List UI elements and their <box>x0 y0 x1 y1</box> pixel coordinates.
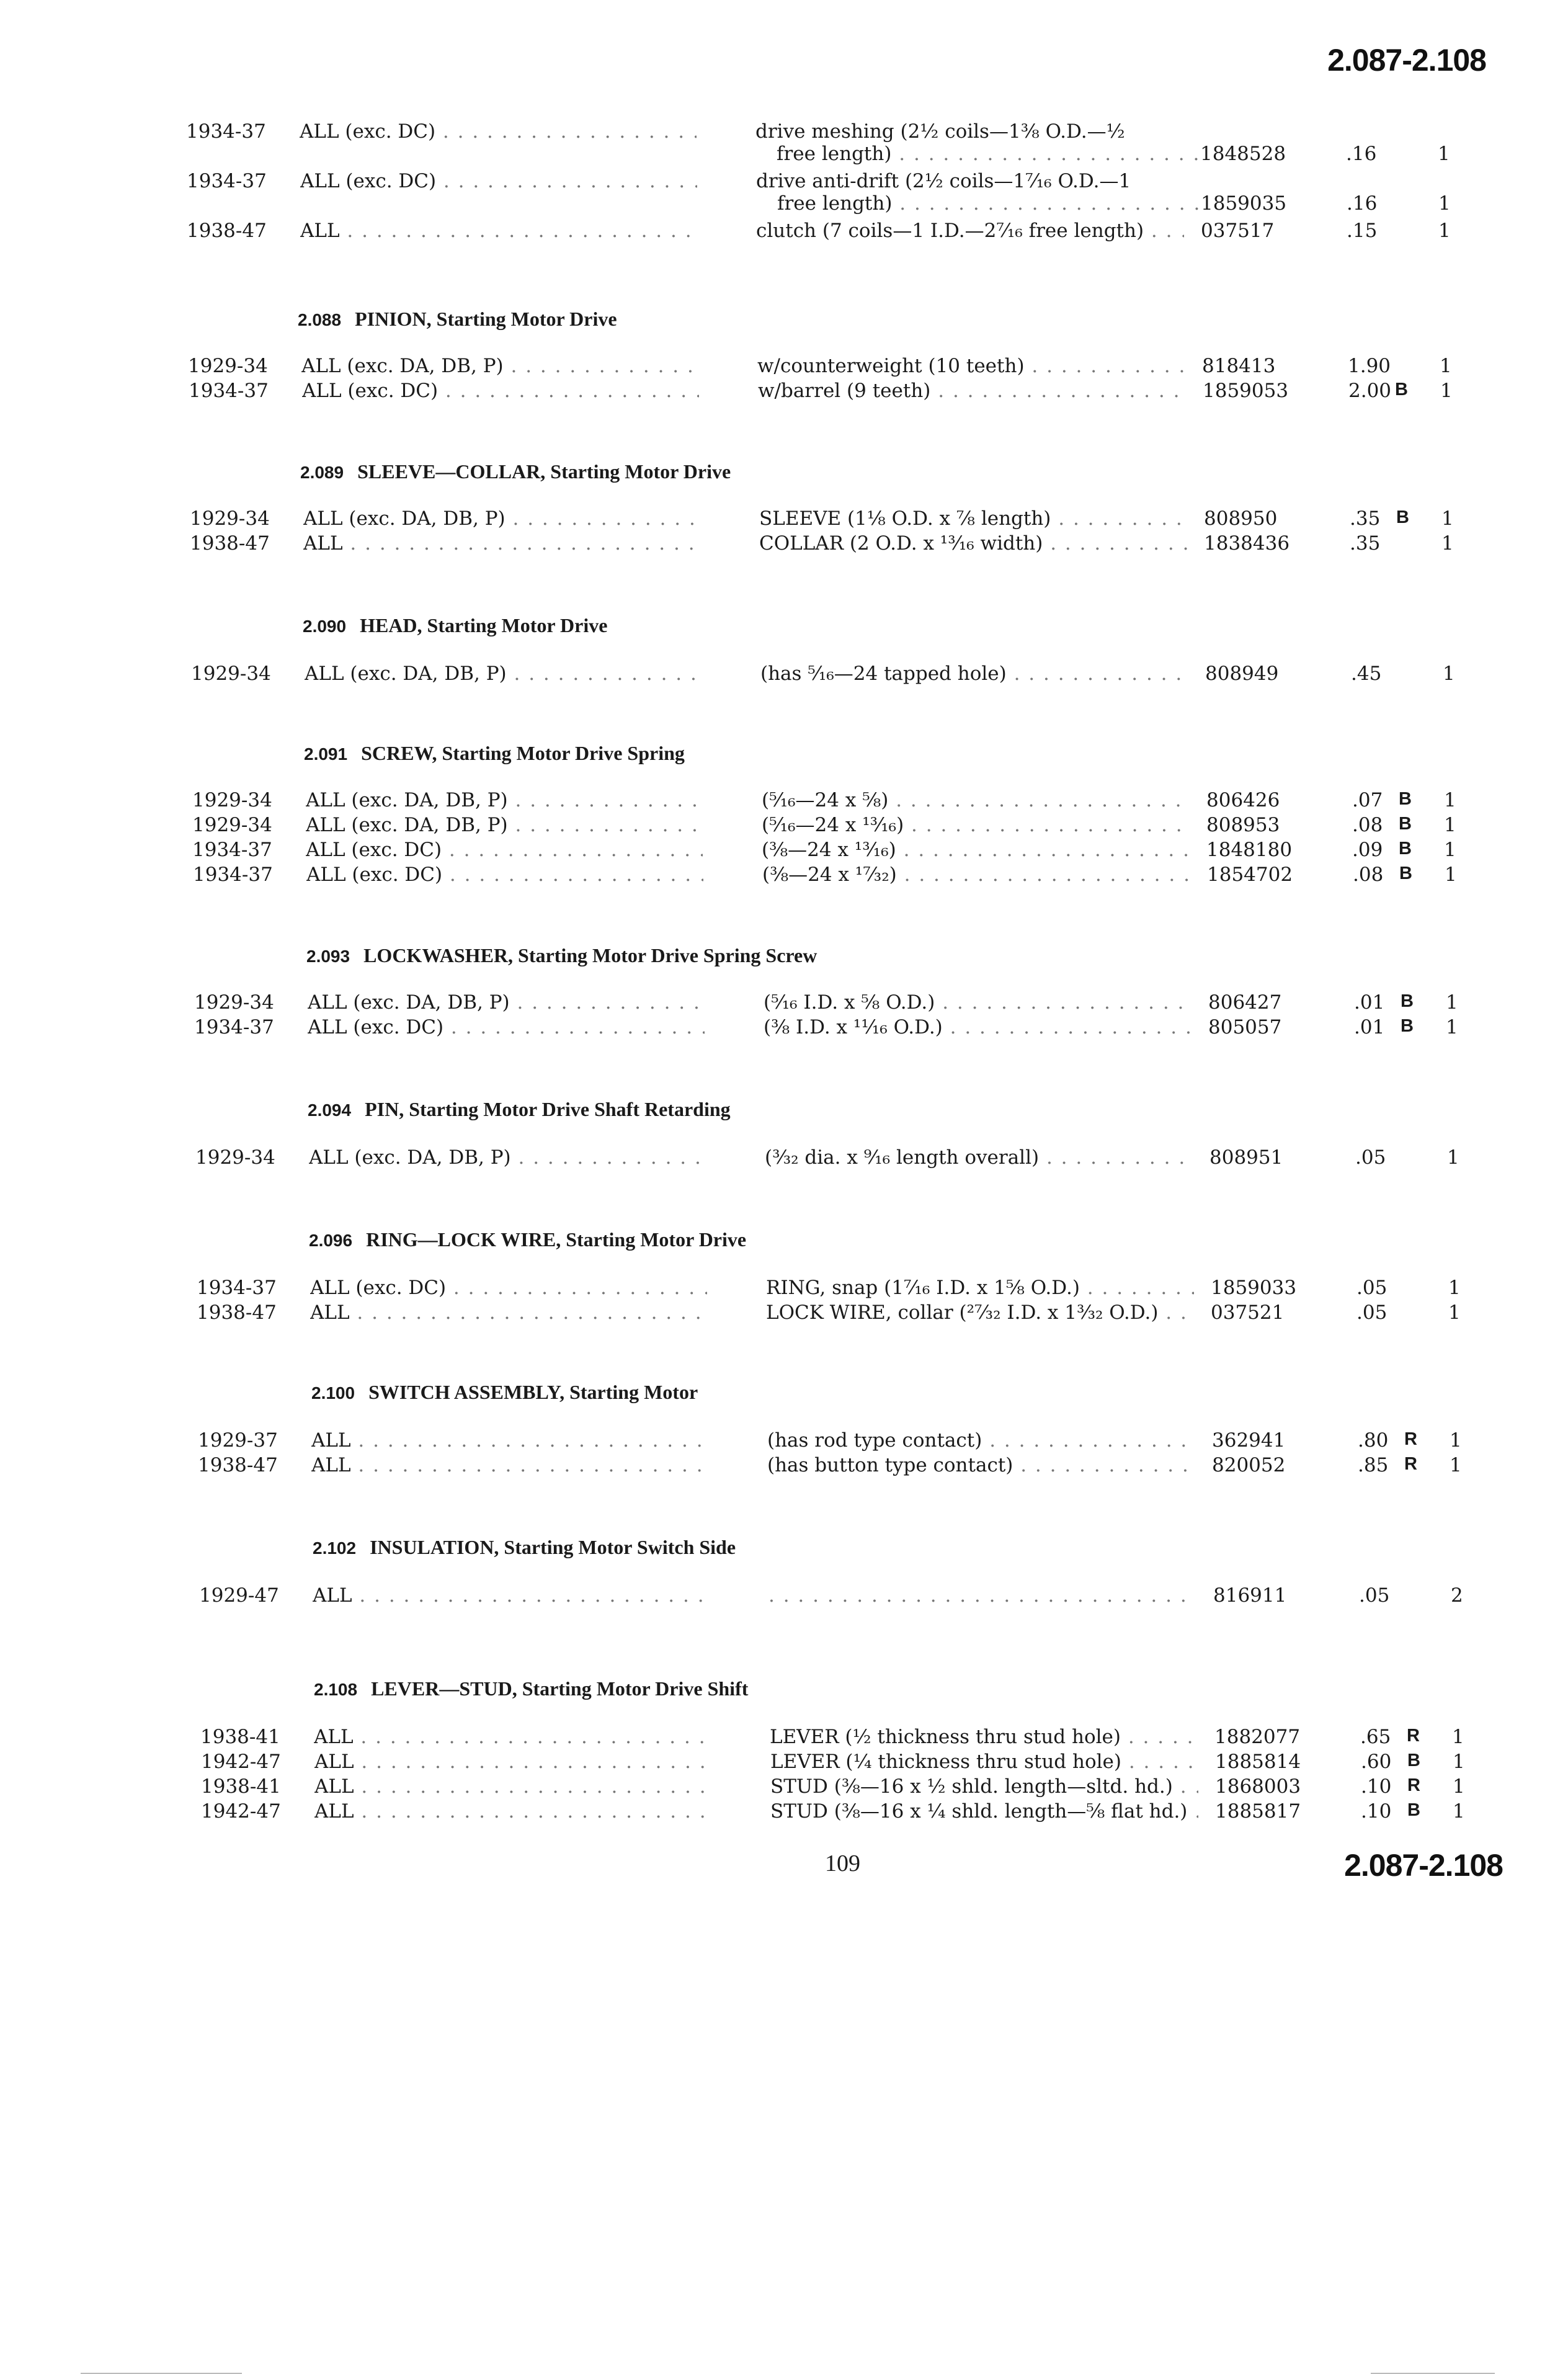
parts-row <box>15 1775 1568 1803</box>
description-cell: drive anti-drift (2½ coils—1⁷⁄₁₆ O.D.—1 <box>756 170 1131 192</box>
price-cell: .05 <box>1356 1277 1388 1299</box>
price-cell: .16 <box>1347 192 1378 215</box>
description-cell: SLEEVE (1⅛ O.D. x ⅞ length) . . . <box>759 507 1187 530</box>
parts-row <box>6 814 1568 841</box>
model-year-cell: 1938-41 <box>200 1726 280 1748</box>
model-year-cell: 1934-37 <box>186 120 266 143</box>
part-number-cell: 1859033 <box>1211 1277 1297 1299</box>
part-number-cell: 818413 <box>1202 355 1276 377</box>
price-cell: .65 <box>1360 1726 1391 1748</box>
description-cell: LEVER (¼ thickness thru stud hole) . . . <box>770 1751 1198 1773</box>
quantity-cell: 1 <box>1445 863 1457 886</box>
parts-row <box>2 355 1568 382</box>
description-cell: (⁵⁄₁₆—24 x ¹³⁄₁₆) . . . <box>762 814 1190 836</box>
model-cell: ALL . . . <box>314 1751 711 1773</box>
part-number-cell: 037521 <box>1211 1301 1285 1324</box>
parts-row <box>8 991 1568 1019</box>
model-year-cell: 1938-41 <box>201 1775 281 1798</box>
description-cell <box>768 1584 1196 1607</box>
section-number: 2.090 <box>303 617 347 636</box>
price-cell: .10 <box>1361 1800 1392 1823</box>
section-number: 2.102 <box>313 1538 357 1558</box>
model-year-cell: 1942-47 <box>201 1800 281 1823</box>
section-title: LEVER—STUD, Starting Motor Drive Shift <box>371 1677 749 1700</box>
description-cell: RING, snap (1⁷⁄₁₆ I.D. x 1⅝ O.D.) . . . <box>766 1277 1194 1299</box>
model-year-cell: 1929-34 <box>188 355 268 377</box>
model-year-cell: 1929-34 <box>195 1146 275 1169</box>
model-year-cell: 1934-37 <box>194 1016 274 1038</box>
section-heading <box>303 614 607 637</box>
model-cell: ALL (exc. DC) . . . <box>306 863 703 886</box>
model-cell: ALL . . . <box>311 1429 708 1452</box>
price-cell: .05 <box>1359 1584 1390 1607</box>
model-cell: ALL . . . <box>314 1775 711 1798</box>
description-cell: STUD (⅜—16 x ½ shld. length—sltd. hd.) . . . <box>770 1775 1198 1798</box>
price-cell: .45 <box>1351 663 1382 685</box>
quantity-cell: 1 <box>1453 1751 1465 1773</box>
description-cell: free length) . . . <box>755 143 1205 165</box>
model-year-cell: 1934-37 <box>187 170 267 192</box>
description-cell: (⅜—24 x ¹³⁄₁₆) . . . <box>762 839 1190 861</box>
price-cell: .05 <box>1355 1146 1386 1169</box>
description-cell: LOCK WIRE, collar (²⁷⁄₃₂ I.D. x 1³⁄₃₂ O.D.) . . . <box>766 1301 1194 1324</box>
price-cell: .80 <box>1358 1429 1389 1452</box>
part-number-cell: 1859035 <box>1201 192 1287 215</box>
code-cell: B <box>1407 1751 1420 1770</box>
quantity-cell: 1 <box>1446 991 1458 1014</box>
description-cell: clutch (7 coils—1 I.D.—2⁷⁄₁₆ free length) . . . <box>756 220 1184 242</box>
model-year-cell: 1934-37 <box>189 380 269 402</box>
price-cell: .09 <box>1352 839 1383 861</box>
model-cell: ALL (exc. DC) . . . <box>308 1016 705 1038</box>
model-year-cell: 1929-47 <box>199 1584 279 1607</box>
parts-row <box>0 143 1568 170</box>
description-cell: COLLAR (2 O.D. x ¹³⁄₁₆ width) . . . <box>759 532 1187 555</box>
price-cell: .10 <box>1361 1775 1392 1798</box>
section-title: HEAD, Starting Motor Drive <box>360 614 608 636</box>
part-number-cell: 1885814 <box>1215 1751 1301 1773</box>
description-cell: (has rod type contact) . . . <box>767 1429 1195 1452</box>
part-number-cell: 1885817 <box>1215 1800 1301 1823</box>
code-cell: B <box>1401 991 1414 1011</box>
part-number-cell: 806427 <box>1208 991 1282 1014</box>
model-year-cell: 1934-37 <box>192 839 272 861</box>
parts-row <box>14 1726 1568 1753</box>
quantity-cell: 1 <box>1450 1454 1462 1476</box>
model-cell: ALL (exc. DC) . . . <box>300 170 697 192</box>
model-cell: ALL (exc. DA, DB, P) . . . <box>306 814 703 836</box>
code-cell: R <box>1407 1726 1420 1746</box>
model-cell: ALL (exc. DA, DB, P) . . . <box>303 507 700 530</box>
parts-row <box>11 1277 1568 1304</box>
parts-row <box>15 1751 1568 1778</box>
model-cell: ALL . . . <box>313 1584 710 1607</box>
description-cell: (⅜—24 x ¹⁷⁄₃₂) . . . <box>762 863 1190 886</box>
section-heading <box>311 1381 698 1404</box>
section-number: 2.108 <box>314 1680 358 1699</box>
description-cell: w/counterweight (10 teeth) . . . <box>757 355 1185 377</box>
description-cell: (has ⁵⁄₁₆—24 tapped hole) . . . <box>760 663 1188 685</box>
price-cell: .85 <box>1358 1454 1389 1476</box>
part-number-cell: 816911 <box>1213 1584 1287 1607</box>
price-cell: 2.00 <box>1348 380 1392 402</box>
part-number-cell: 1854702 <box>1207 863 1293 886</box>
section-number: 2.088 <box>298 310 342 329</box>
section-heading <box>300 460 731 483</box>
price-cell: .16 <box>1346 143 1377 165</box>
quantity-cell: 1 <box>1443 663 1455 685</box>
part-number-cell: 1868003 <box>1215 1775 1301 1798</box>
part-number-cell: 362941 <box>1212 1429 1286 1452</box>
quantity-cell: 1 <box>1441 532 1454 555</box>
parts-row <box>4 532 1568 560</box>
model-year-cell: 1938-47 <box>197 1301 277 1324</box>
section-heading <box>308 1098 731 1121</box>
model-year-cell: 1934-37 <box>197 1277 277 1299</box>
part-number-cell: 1848528 <box>1200 143 1286 165</box>
parts-row <box>11 1301 1568 1329</box>
parts-row <box>1 192 1568 220</box>
description-cell: (³⁄₃₂ dia. x ⁹⁄₁₆ length overall) . . . <box>765 1146 1193 1169</box>
section-title: SCREW, Starting Motor Drive Spring <box>361 742 685 764</box>
quantity-cell: 1 <box>1452 1726 1464 1748</box>
part-number-cell: 1882077 <box>1214 1726 1301 1748</box>
price-cell: .35 <box>1350 532 1381 555</box>
code-cell: B <box>1395 380 1408 399</box>
description-cell: (⅜ I.D. x ¹¹⁄₁₆ O.D.) . . . <box>764 1016 1192 1038</box>
quantity-cell: 1 <box>1440 355 1452 377</box>
quantity-cell: 1 <box>1440 380 1453 402</box>
model-cell: ALL . . . <box>310 1301 707 1324</box>
parts-row <box>12 1454 1568 1481</box>
part-number-cell: 1838436 <box>1204 532 1290 555</box>
price-cell: .01 <box>1354 1016 1385 1038</box>
section-number: 2.089 <box>300 463 344 482</box>
section-number: 2.096 <box>309 1231 353 1250</box>
quantity-cell: 1 <box>1448 1277 1461 1299</box>
model-year-cell: 1938-47 <box>198 1454 278 1476</box>
model-cell: ALL (exc. DC) . . . <box>300 120 697 143</box>
quantity-cell: 1 <box>1453 1775 1465 1798</box>
price-cell: .05 <box>1356 1301 1388 1324</box>
part-number-cell: 1848180 <box>1206 839 1293 861</box>
description-cell: w/barrel (9 teeth) . . . <box>758 380 1186 402</box>
part-number-cell: 808951 <box>1209 1146 1283 1169</box>
parts-row <box>4 507 1568 535</box>
parts-row <box>6 839 1568 866</box>
model-year-cell: 1929-34 <box>190 507 270 530</box>
parts-row <box>1 220 1568 247</box>
code-cell: B <box>1399 814 1412 834</box>
section-heading <box>304 742 685 765</box>
parts-row <box>2 380 1568 407</box>
model-year-cell: 1934-37 <box>193 863 273 886</box>
description-cell: LEVER (½ thickness thru stud hole) . . . <box>770 1726 1198 1748</box>
price-cell: .60 <box>1361 1751 1392 1773</box>
parts-row <box>9 1146 1568 1174</box>
code-cell: B <box>1407 1800 1420 1820</box>
price-cell: .08 <box>1352 814 1383 836</box>
model-cell: ALL (exc. DA, DB, P) . . . <box>306 789 703 811</box>
part-number-cell: 808950 <box>1204 507 1278 530</box>
model-cell: ALL . . . <box>314 1800 711 1823</box>
model-year-cell: 1929-34 <box>192 814 272 836</box>
quantity-cell: 1 <box>1441 507 1454 530</box>
code-cell: B <box>1401 1016 1414 1036</box>
part-number-cell: 805057 <box>1208 1016 1282 1038</box>
price-cell: .01 <box>1354 991 1385 1014</box>
model-cell: ALL (exc. DC) . . . <box>302 380 699 402</box>
model-year-cell: 1929-37 <box>198 1429 278 1452</box>
part-number-cell: 808953 <box>1206 814 1280 836</box>
description-cell: (has button type contact) . . . <box>767 1454 1195 1476</box>
section-heading <box>313 1536 736 1559</box>
code-cell: B <box>1399 789 1412 809</box>
part-number-cell: 037517 <box>1201 220 1275 242</box>
price-cell: .15 <box>1347 220 1378 242</box>
model-cell: ALL (exc. DA, DB, P) . . . <box>309 1146 706 1169</box>
model-cell: ALL (exc. DA, DB, P) . . . <box>308 991 705 1014</box>
section-title: RING—LOCK WIRE, Starting Motor Drive <box>366 1228 747 1251</box>
model-year-cell: 1929-34 <box>194 991 274 1014</box>
quantity-cell: 1 <box>1444 789 1456 811</box>
section-heading <box>309 1228 746 1251</box>
section-number: 2.100 <box>311 1383 355 1403</box>
description-cell: (⁵⁄₁₆—24 x ⅝) . . . <box>762 789 1190 811</box>
description-cell: free length) . . . <box>756 192 1205 215</box>
section-title: PINION, Starting Motor Drive <box>355 308 617 330</box>
quantity-cell: 1 <box>1444 839 1456 861</box>
quantity-cell: 1 <box>1448 1301 1461 1324</box>
quantity-cell: 1 <box>1446 1016 1458 1038</box>
page-header-range: 2.087-2.108 <box>1327 43 1486 78</box>
model-cell: ALL . . . <box>300 220 697 242</box>
model-year-cell: 1938-47 <box>190 532 270 555</box>
section-number: 2.093 <box>306 947 350 966</box>
model-cell: ALL (exc. DA, DB, P) . . . <box>301 355 698 377</box>
quantity-cell: 2 <box>1451 1584 1463 1607</box>
model-year-cell: 1942-47 <box>201 1751 281 1773</box>
section-title: PIN, Starting Motor Drive Shaft Retarding <box>365 1098 731 1120</box>
quantity-cell: 1 <box>1438 220 1451 242</box>
quantity-cell: 1 <box>1444 814 1456 836</box>
parts-row <box>15 1800 1568 1827</box>
parts-row <box>13 1584 1568 1612</box>
section-title: INSULATION, Starting Motor Switch Side <box>370 1536 736 1558</box>
section-heading <box>306 944 817 967</box>
quantity-cell: 1 <box>1450 1429 1462 1452</box>
code-cell: R <box>1404 1429 1417 1449</box>
model-year-cell: 1938-47 <box>187 220 267 242</box>
price-cell: .07 <box>1352 789 1383 811</box>
code-cell: B <box>1396 507 1409 527</box>
parts-row <box>6 789 1568 816</box>
model-year-cell: 1929-34 <box>191 663 271 685</box>
price-cell: 1.90 <box>1348 355 1391 377</box>
section-title: SLEEVE—COLLAR, Starting Motor Drive <box>357 460 731 483</box>
model-cell: ALL (exc. DC) . . . <box>306 839 703 861</box>
part-number-cell: 820052 <box>1212 1454 1286 1476</box>
model-cell: ALL . . . <box>314 1726 711 1748</box>
parts-row <box>5 663 1568 690</box>
part-number-cell: 1859053 <box>1203 380 1289 402</box>
description-cell: STUD (⅜—16 x ¼ shld. length—⅝ flat hd.) . . . <box>770 1800 1198 1823</box>
code-cell: B <box>1399 839 1412 859</box>
model-year-cell: 1929-34 <box>192 789 272 811</box>
page-footer-range: 2.087-2.108 <box>1344 1848 1503 1883</box>
code-cell: R <box>1407 1775 1420 1795</box>
quantity-cell: 1 <box>1438 143 1450 165</box>
parts-row <box>12 1429 1568 1457</box>
parts-row <box>7 863 1568 891</box>
section-heading <box>314 1677 748 1700</box>
code-cell: R <box>1404 1454 1417 1474</box>
section-heading <box>298 308 617 331</box>
section-title: LOCKWASHER, Starting Motor Drive Spring Screw <box>363 944 817 966</box>
section-number: 2.091 <box>304 744 348 764</box>
part-number-cell: 808949 <box>1205 663 1279 685</box>
page-number: 109 <box>825 1850 860 1876</box>
quantity-cell: 1 <box>1438 192 1451 215</box>
quantity-cell: 1 <box>1447 1146 1459 1169</box>
model-cell: ALL (exc. DC) . . . <box>310 1277 707 1299</box>
price-cell: .35 <box>1350 507 1381 530</box>
section-title: SWITCH ASSEMBLY, Starting Motor <box>368 1381 698 1403</box>
model-cell: ALL . . . <box>311 1454 708 1476</box>
description-cell: (⁵⁄₁₆ I.D. x ⅝ O.D.) . . . <box>764 991 1192 1014</box>
quantity-cell: 1 <box>1453 1800 1465 1823</box>
part-number-cell: 806426 <box>1206 789 1280 811</box>
description-cell: drive meshing (2½ coils—1⅜ O.D.—½ <box>755 120 1125 143</box>
section-number: 2.094 <box>308 1100 352 1120</box>
model-cell: ALL . . . <box>303 532 700 555</box>
model-cell: ALL (exc. DA, DB, P) . . . <box>305 663 702 685</box>
parts-row <box>8 1016 1568 1043</box>
price-cell: .08 <box>1353 863 1384 886</box>
code-cell: B <box>1399 863 1412 883</box>
